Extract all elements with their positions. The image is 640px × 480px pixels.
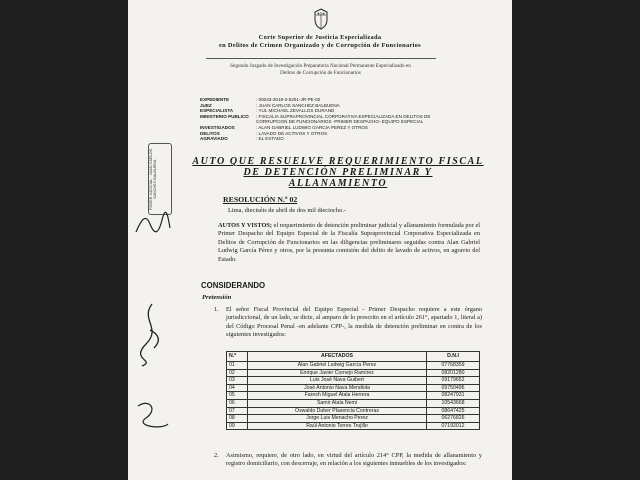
cell-name: Jorge Luis Menacho Perez [248, 415, 427, 423]
document-title-line2: DE DETENCIÓN PRELIMINAR Y [243, 167, 433, 178]
cell-dni: 09179652 [427, 377, 480, 385]
cell-number: 06 [227, 399, 248, 407]
col-header-dni: D.N.I [427, 352, 480, 362]
affected-table [226, 351, 480, 430]
meta-key: INVESTIGADOS [200, 124, 235, 130]
meta-value: : 00043-2018-3-5201-JR-PE-02 [256, 97, 321, 102]
meta-value: : FISCALIA SUPRAPROVINCIAL CORPORATIVA ESPECIALIZADA EN DELITOS DE [256, 113, 431, 119]
signature-icon [132, 210, 172, 240]
table-row [227, 362, 480, 370]
cell-number: 05 [227, 392, 248, 400]
cell-name: Luis José Nava Guibert [248, 377, 427, 385]
court-subtitle-line1: Segundo Juzgado de Investigación Preparatoria Nacional Permanente Especializado en [230, 63, 411, 69]
item-number: 1. [214, 306, 219, 313]
coat-of-arms-icon [312, 8, 330, 30]
item-number: 2. [214, 452, 219, 459]
judicial-stamp: PODER JUDICIAL · JUAN CARLOS SANCHEZ BALBUENA [148, 143, 172, 215]
cell-dni: 08201280 [427, 369, 480, 377]
cell-number: 09 [227, 422, 248, 430]
cell-name: José Antonio Nava Mendiola [248, 384, 427, 392]
cell-dni: 07192012 [427, 422, 480, 430]
document-page [128, 0, 512, 480]
court-name-line1: Corte Superior de Justicia Especializada [258, 34, 382, 41]
table-row [227, 422, 480, 430]
cell-number: 04 [227, 384, 248, 392]
cell-number: 01 [227, 362, 248, 370]
resolution-date: Lima, dieciséis de abril de dos mil dieciocho.- [228, 207, 347, 214]
pretension-heading: Pretensión [202, 294, 232, 301]
meta-value: : EL ESTADO [256, 136, 284, 142]
item2-paragraph: Asimismo, requiere, de otro lado, en virtud del artículo 214° CPP, la medida de allanamiento y registro domiciliario, con descerraje, en relación a los siguientes inmuebles de los investigados: [226, 452, 482, 468]
meta-key: JUEZ [200, 102, 212, 108]
cell-number: 03 [227, 377, 248, 385]
meta-key: MINISTERIO PUBLICO [200, 113, 249, 119]
cell-name: Alan Gabriel Ludwig García Perez [248, 362, 427, 370]
col-header-number: N.º [227, 352, 248, 362]
signature-icon [132, 396, 172, 436]
col-header-affected: AFECTADOS [248, 352, 427, 362]
vistos-paragraph [218, 222, 480, 264]
vistos-lead: AUTOS Y VISTOS; [218, 222, 272, 229]
cell-number: 08 [227, 415, 248, 423]
cell-name: Raúl Antonio Torres Trujillo [248, 422, 427, 430]
cell-name: Oswaldo Duber Plasencia Contreras [248, 407, 427, 415]
court-name-line2: en Delitos de Crimen Organizado y de Corrupción de Funcionarios [219, 42, 421, 49]
cell-dni: 06276826 [427, 415, 480, 423]
meta-value: : LAVADO DE ACTIVOS Y OTROS [256, 130, 328, 136]
meta-value: : JUAN CARLOS SANCHEZ BALBUENA [256, 102, 340, 108]
resolution-number: RESOLUCIÓN N.º 02 [223, 195, 298, 204]
cell-name: Faresh Miguel Atala Herrera [248, 392, 427, 400]
meta-key: AGRAVIADO [200, 136, 228, 142]
meta-value: CORRUPCION DE FUNCIONARIOS -PRIMER DESPACHO- EQUIPO ESPECIAL [256, 119, 424, 125]
cell-name: Samir Atala Nemi [248, 399, 427, 407]
table-row [227, 392, 480, 400]
table-row [227, 407, 480, 415]
meta-row [200, 136, 446, 142]
meta-key: EXPEDIENTE [200, 97, 230, 102]
cell-name: Enrique Javier Cornejo Ramírez [248, 369, 427, 377]
cell-dni: 07768359 [427, 362, 480, 370]
case-metadata [200, 97, 446, 142]
meta-key: DELITOS [200, 130, 220, 136]
document-title-line1: AUTO QUE RESUELVE REQUERIMIENTO FISCAL [192, 156, 484, 167]
cell-dni: 09750496 [427, 384, 480, 392]
vistos-body: el requerimiento de detención preliminar judicial y allanamiento formulada por el Primer Despacho del Equipo Especial de la Fiscalía Supraprovincial Corporativa Especializada en Delitos de Corrupción de Funcionarios en las diligencias preliminares seguidas contra Alan Gabriel Ludwig García Pérez y otros, por la presunta comisión del delito de lavado de activos, en agravio del Estado. [218, 222, 480, 263]
signature-icon [132, 300, 172, 370]
table-row [227, 399, 480, 407]
cell-dni: 08647425 [427, 407, 480, 415]
header-divider [206, 58, 436, 59]
table-row [227, 415, 480, 423]
meta-key: ESPECIALISTA [200, 108, 234, 114]
meta-value: : YUL MICHAEL ZEVALLOS DURAND [256, 108, 335, 114]
table-row [227, 377, 480, 385]
court-subtitle-line2: Delitos de Corrupción de Funcionarios [280, 70, 361, 76]
document-title-line3: ALLANAMIENTO [288, 178, 388, 189]
item1-paragraph: El señor Fiscal Provincial del Equipo Especial - Primer Despacho requiere a este órgano jurisdiccional, de un lado, se dicte, al amparo de lo prescrito en el artículo 261°, apartado 1, literal a) del Código Procesal Penal -en adelante CPP-, la medida de detención preliminar en contra de los siguientes investigados: [226, 306, 482, 339]
cell-number: 02 [227, 369, 248, 377]
meta-value: : ALAN GABRIEL LUDWIG GARCIA PEREZ Y OTROS [256, 124, 368, 130]
cell-number: 07 [227, 407, 248, 415]
considerando-heading: CONSIDERANDO [201, 281, 266, 290]
cell-dni: 08247931 [427, 392, 480, 400]
table-row [227, 384, 480, 392]
table-row [227, 369, 480, 377]
table-header-row [227, 352, 480, 362]
cell-dni: 10543668 [427, 399, 480, 407]
